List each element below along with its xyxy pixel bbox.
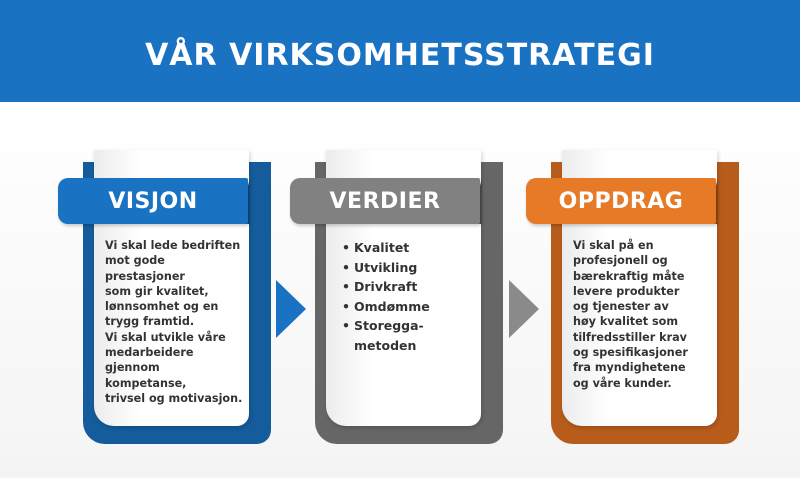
card-verdier-list xyxy=(342,238,482,355)
card-verdier-label: VERDIER xyxy=(329,188,441,214)
card-verdier xyxy=(290,150,510,450)
text-line: Vi skal utvikle våre xyxy=(105,330,226,344)
text-line: mot gode prestasjoner xyxy=(105,254,185,283)
card-oppdrag-label: OPPDRAG xyxy=(558,188,684,214)
card-oppdrag-text xyxy=(573,238,713,391)
text-line: medarbeidere xyxy=(105,346,194,360)
text-line: Vi skal lede bedriften xyxy=(105,239,241,252)
list-item: • Kvalitet xyxy=(342,238,482,258)
text-line: trivsel og motivasjon. xyxy=(105,391,243,405)
page-title: VÅR VIRKSOMHETSSTRATEGI xyxy=(145,37,655,73)
text-line: høy kvalitet som xyxy=(573,315,678,329)
list-item: • Omdømme xyxy=(342,297,482,317)
card-visjon-text xyxy=(105,238,245,406)
card-verdier-tab xyxy=(290,178,480,224)
text-line: og våre kunder. xyxy=(573,376,672,390)
card-oppdrag-tab xyxy=(526,178,716,224)
title-banner xyxy=(0,0,800,102)
text-line: trygg framtid. xyxy=(105,315,195,329)
text-line: gjennom kompetanse, xyxy=(105,361,187,390)
list-item: • Drivkraft xyxy=(342,277,482,297)
card-visjon-tab xyxy=(58,178,248,224)
text-line: fra myndighetene xyxy=(573,361,686,375)
list-item: • Storegga- metoden xyxy=(342,316,482,355)
text-line: og tjenester av xyxy=(573,300,669,314)
text-line: lønnsomhet og en xyxy=(105,300,219,314)
list-item: • Utvikling xyxy=(342,258,482,278)
card-visjon xyxy=(58,150,278,450)
text-line: tilfredsstiller krav xyxy=(573,330,687,344)
text-line: og spesifikasjoner xyxy=(573,346,688,360)
text-line: Vi skal på en xyxy=(573,239,654,252)
text-line: som gir kvalitet, xyxy=(105,284,209,298)
card-visjon-label: VISJON xyxy=(108,188,198,214)
text-line: levere produkter xyxy=(573,284,680,298)
text-line: profesjonell og xyxy=(573,254,668,268)
card-oppdrag xyxy=(526,150,746,450)
text-line: bærekraftig måte xyxy=(573,269,685,283)
